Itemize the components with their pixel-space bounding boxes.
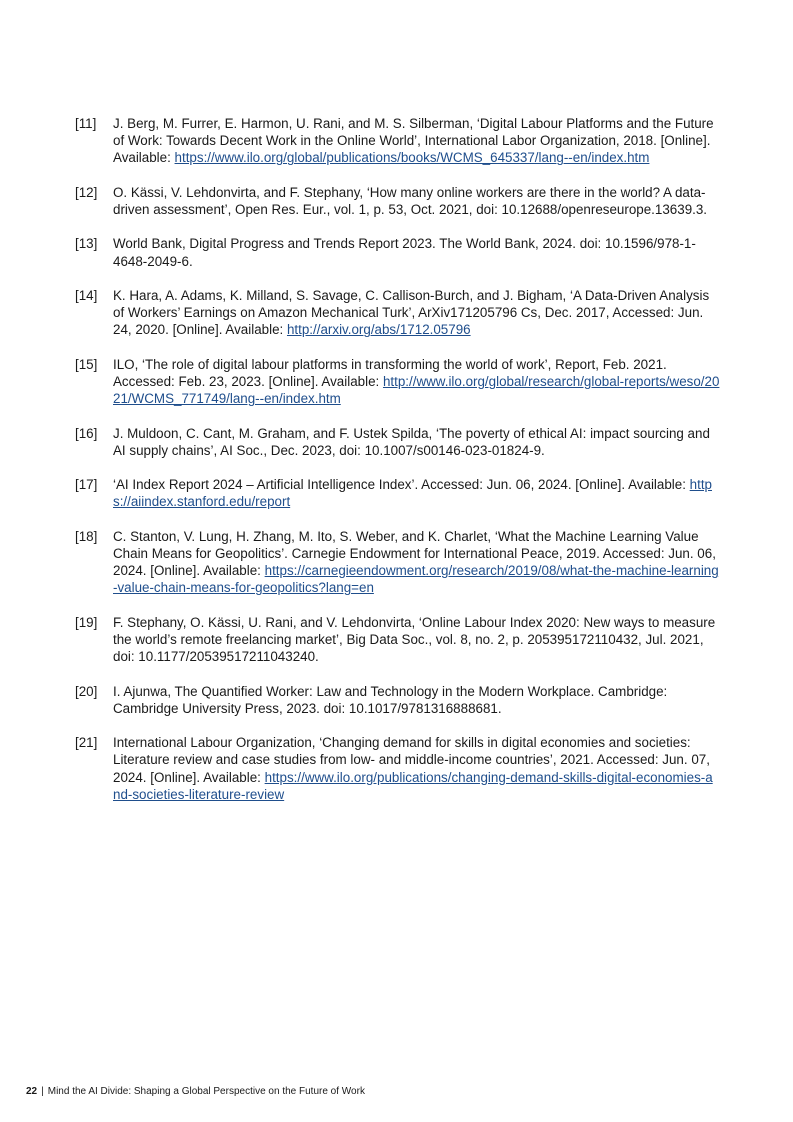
reference-body [113,425,720,459]
reference-link[interactable]: https://carnegieendowment.org/research/2019/08/what-the-machine-learning-value-chain-means-for-geopolitics?lang=en [113,563,719,596]
reference-body [113,528,720,597]
reference-number: [21] [75,735,98,751]
references-list [75,115,720,820]
reference-link[interactable]: https://www.ilo.org/global/publications/books/WCMS_645337/lang--en/index.htm [174,150,650,166]
reference-text: International Labour Organization, ‘Changing demand for skills in digital economies and societies: Literature review and case studies from low- and middle-income countries’, 2021. Accessed: Jun. 07, 2024. [Online]. Available: [113,735,710,785]
reference-number: [13] [75,236,98,252]
reference-link[interactable]: https://aiindex.stanford.edu/report [113,477,712,510]
reference-number: [14] [75,287,98,303]
reference-body [113,184,720,218]
reference-text: O. Kässi, V. Lehdonvirta, and F. Stephany, ‘How many online workers are there in the world? A data-driven assessment’, Open Res. Eur., vol. 1, p. 53, Oct. 2021, doi: 10.12688/openreseurope.13639.3. [113,184,708,217]
reference-text: C. Stanton, V. Lung, H. Zhang, M. Ito, S. Weber, and K. Charlet, ‘What the Machine Learning Value Chain Means for Geopolitics’. Carnegie Endowment for International Peace, 2019. Accessed: Jun. 06, 2024. [Online]. Available: [113,528,716,579]
reference-body [113,235,720,269]
reference-item [75,528,720,597]
reference-text: J. Berg, M. Furrer, E. Harmon, U. Rani, and M. S. Silberman, ‘Digital Labour Platforms and the Future of Work: Towards Decent Work in the Online World’, International Labor Organization, 2018. [Online]. Available: [113,116,714,166]
reference-link[interactable]: http://www.ilo.org/global/research/global-reports/weso/2021/WCMS_771749/lang--en/index.htm [113,373,720,407]
reference-body [113,476,720,510]
reference-item [75,235,720,269]
reference-number: [15] [75,356,98,372]
reference-body [113,734,720,803]
reference-item [75,115,720,167]
reference-item [75,287,720,339]
reference-number: [19] [75,614,98,630]
reference-text: ‘AI Index Report 2024 – Artificial Intelligence Index’. Accessed: Jun. 06, 2024. [Online]. Available: [113,477,690,493]
reference-number: [16] [75,425,98,441]
reference-text: I. Ajunwa, The Quantified Worker: Law and Technology in the Modern Workplace. Cambridge: Cambridge University Press, 2023. doi: 10.1017/9781316888681. [113,683,668,716]
reference-number: [18] [75,528,98,544]
reference-item [75,734,720,803]
reference-body [113,115,720,167]
reference-item [75,184,720,218]
page-number: 22 [26,1086,38,1097]
reference-number: [17] [75,477,98,493]
reference-body [113,287,720,339]
reference-text: F. Stephany, O. Kässi, U. Rani, and V. Lehdonvirta, ‘Online Labour Index 2020: New ways to measure the world’s remote freelancing market’, Big Data Soc., vol. 8, no. 2, p. 205395172110432, Jul. 2021, doi: 10.1177/20539517211043240. [113,614,716,665]
footer-separator: | [41,1086,44,1097]
reference-text: J. Muldoon, C. Cant, M. Graham, and F. Ustek Spilda, ‘The poverty of ethical AI: impact sourcing and AI supply chains’, AI Soc., Dec. 2023, doi: 10.1007/s00146-023-01824-9. [113,425,710,458]
reference-number: [12] [75,184,98,200]
reference-text: K. Hara, A. Adams, K. Milland, S. Savage, C. Callison-Burch, and J. Bigham, ‘A Data-Driven Analysis of Workers’ Earnings on Amazon Mechanical Turk’, ArXiv171205796 Cs, Dec. 2017, Accessed: Jun. 24, 2020. [Online]. Available: [113,287,710,338]
reference-item [75,356,720,408]
reference-item [75,425,720,459]
reference-link[interactable]: http://arxiv.org/abs/1712.05796 [286,322,471,338]
reference-number: [20] [75,683,98,699]
reference-item [75,683,720,717]
reference-text: World Bank, Digital Progress and Trends Report 2023. The World Bank, 2024. doi: 10.1596/978-1-4648-2049-6. [113,236,696,269]
reference-number: [11] [75,116,97,131]
reference-link[interactable]: https://www.ilo.org/publications/changing-demand-skills-digital-economies-and-societies-literature-review [113,769,713,802]
reference-item [75,614,720,666]
reference-item [75,476,720,510]
page-footer [26,1086,365,1098]
document-title: Mind the AI Divide: Shaping a Global Perspective on the Future of Work [47,1086,365,1097]
reference-body [113,614,720,666]
reference-body [113,683,720,717]
reference-text: ILO, ‘The role of digital labour platforms in transforming the world of work’, Report, Feb. 2021. Accessed: Feb. 23, 2023. [Online]. Available: [113,356,667,389]
reference-body [113,356,720,408]
